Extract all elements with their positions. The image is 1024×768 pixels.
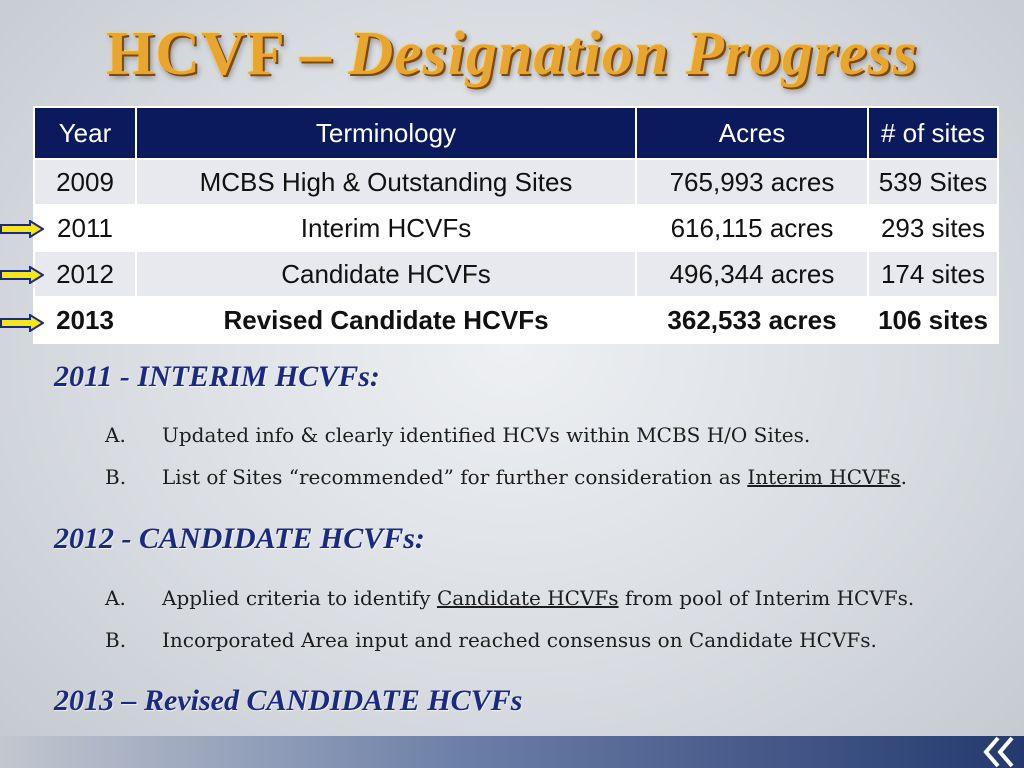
cell-sites: 106 sites (868, 297, 998, 343)
header-terminology: Terminology (136, 107, 636, 159)
section-heading-2013: 2013 – Revised CANDIDATE HCVFs (54, 684, 523, 717)
table-header-row (34, 107, 998, 159)
cell-year: 2012 (34, 251, 136, 297)
section-heading-2012: 2012 - CANDIDATE HCVFs: (54, 522, 425, 555)
item-letter: A. (105, 586, 126, 610)
cell-acres: 616,115 acres (636, 205, 868, 251)
table-row (34, 159, 998, 205)
item-text: Applied criteria to identify (162, 586, 437, 610)
candidate-hcvfs-underlined: Candidate HCVFs (436, 586, 619, 610)
cell-acres: 362,533 acres (636, 297, 868, 343)
cell-terminology: Candidate HCVFs (136, 251, 636, 297)
title-part-2: Designation Progress (348, 20, 918, 88)
list-item (105, 586, 914, 610)
item-letter: B. (105, 465, 127, 489)
yellow-arrow-icon (0, 220, 44, 238)
item-letter: A. (105, 423, 126, 447)
yellow-arrow-icon (0, 314, 44, 332)
header-acres: Acres (636, 107, 868, 159)
table-row (34, 297, 998, 343)
yellow-arrow-icon (0, 266, 44, 284)
item-letter: B. (105, 628, 127, 652)
item-text: List of Sites “recommended” for further consideration as (162, 465, 748, 489)
cell-terminology: Revised Candidate HCVFs (136, 297, 636, 343)
section-heading-2011: 2011 - INTERIM HCVFs: (54, 360, 380, 393)
cell-acres: 765,993 acres (636, 159, 868, 205)
cell-acres: 496,344 acres (636, 251, 868, 297)
item-text-end: from pool of Interim HCVFs. (618, 586, 915, 610)
item-text-end: . (900, 465, 907, 489)
cell-sites: 174 sites (868, 251, 998, 297)
footer-decoration-bar (0, 736, 1024, 768)
slide-title (0, 14, 1024, 94)
table-row (34, 205, 998, 251)
item-text: Updated info & clearly identified HCVs within MCBS H/O Sites. (162, 423, 811, 447)
cell-terminology: MCBS High & Outstanding Sites (136, 159, 636, 205)
cell-year: 2009 (34, 159, 136, 205)
cell-terminology: Interim HCVFs (136, 205, 636, 251)
list-item (105, 628, 877, 652)
double-chevron-icon (964, 736, 1024, 768)
cell-sites: 539 Sites (868, 159, 998, 205)
cell-sites: 293 sites (868, 205, 998, 251)
item-text: Incorporated Area input and reached consensus on Candidate HCVFs. (162, 628, 877, 652)
title-part-1: HCVF – (106, 20, 349, 88)
header-year: Year (34, 107, 136, 159)
progress-table (33, 106, 999, 344)
cell-year: 2013 (34, 297, 136, 343)
header-sites: # of sites (868, 107, 998, 159)
list-item (105, 465, 907, 489)
list-item (105, 423, 810, 447)
interim-hcvfs-underlined: Interim HCVFs (747, 465, 901, 489)
cell-year: 2011 (34, 205, 136, 251)
table-row (34, 251, 998, 297)
